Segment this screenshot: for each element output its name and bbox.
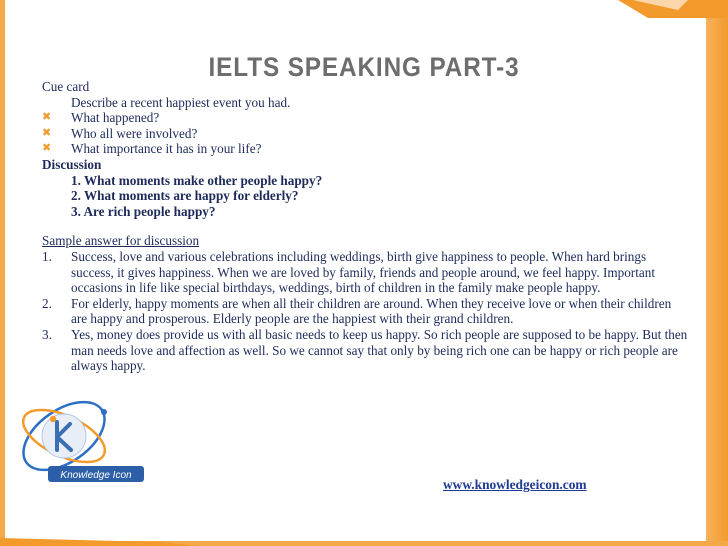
cue-card-bullet — [42, 110, 690, 126]
right-frame-border — [706, 0, 728, 546]
discussion-heading: Discussion — [42, 156, 102, 172]
cue-card-heading: Cue card — [42, 79, 90, 94]
cue-card-bullet — [42, 141, 690, 157]
sample-answer-item — [42, 327, 690, 374]
cue-card-bullet-text: Who all were involved? — [71, 125, 198, 141]
knowledge-icon-logo — [12, 392, 144, 488]
cross-bullet-icon: ✖ — [42, 142, 52, 155]
answer-text: Yes, money does provide us with all basic needs to keep us happy. So rich people are supposed to be happy. But then man needs love and affection as well. So we cannot say that only by being rich one can be happy or rich people are always happy. — [71, 326, 688, 374]
logo-text: Knowledge Icon — [60, 470, 132, 481]
spacer — [42, 219, 690, 233]
discussion-question: 2. What moments are happy for elderly? — [71, 188, 299, 204]
bottom-left-corner-decoration — [0, 530, 200, 546]
sample-answer-item — [42, 296, 690, 327]
discussion-question: 1. What moments make other people happy? — [71, 172, 323, 188]
answer-text: For elderly, happy moments are when all their children are around. When they receive love or when their children are happy and prosperous. Elderly people are the happiest with their grand children. — [71, 295, 672, 327]
sample-answer-heading: Sample answer for discussion — [42, 233, 200, 249]
cue-card-bullet-text: What importance it has in your life? — [71, 141, 262, 157]
answer-number: 1. — [42, 248, 52, 264]
answer-text: Success, love and various celebrations including weddings, birth give happiness to people. When hard brings success, it gives happiness. When we are loved by family, friends and people around, we feel happy. Important occasions in life like special birthdays, weddings, birth of children in the family make people happy. — [71, 248, 655, 296]
cue-card-bullet-text: What happened? — [71, 110, 160, 126]
cue-card-bullet — [42, 126, 690, 142]
discussion-question: 3. Are rich people happy? — [71, 203, 216, 219]
slide-content — [42, 79, 690, 374]
left-frame-border — [0, 0, 5, 546]
top-right-corner-decoration — [618, 0, 728, 18]
website-link[interactable]: www.knowledgeicon.com — [443, 477, 587, 492]
slide-title: IELTS SPEAKING PART-3 — [208, 52, 520, 82]
answer-number: 2. — [42, 295, 52, 311]
answer-number: 3. — [42, 326, 52, 342]
cross-bullet-icon: ✖ — [42, 126, 52, 139]
sample-answer-item — [42, 249, 690, 296]
cross-bullet-icon: ✖ — [42, 111, 52, 124]
cue-card-prompt: Describe a recent happiest event you had. — [71, 94, 291, 110]
